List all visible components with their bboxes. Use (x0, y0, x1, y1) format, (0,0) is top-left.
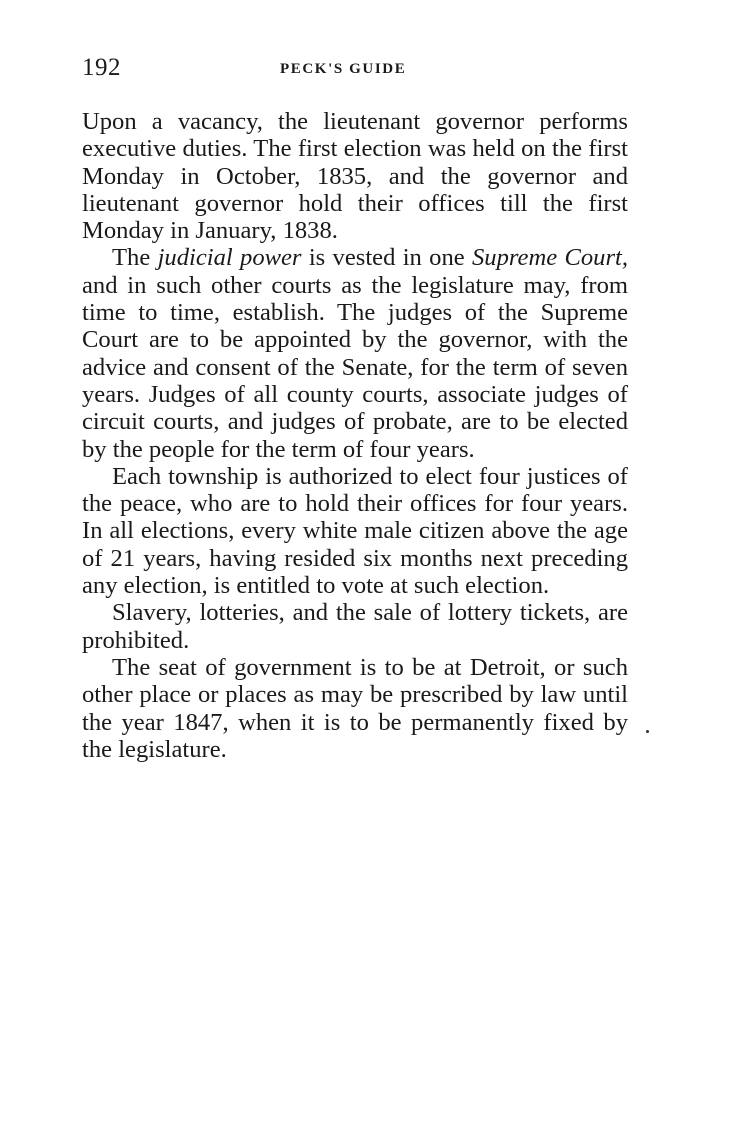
judicial-text-3: and in such other courts as the legislature may, from time to time, establish. The judges of the Supreme Court are to be appointed by the governor, with the advice and consent of the Senate, for the term of seven years. Judges of all county courts, associate judges of circuit courts, and judges of probate, are to be elected by the people for the term of four years. (82, 271, 628, 463)
body-text (82, 108, 628, 763)
paragraph-seat-of-government: The seat of government is to be at Detroit, or such other place or places as may be prescribed by law until the year 1847, when it is to be permanently fixed by the legislature. (82, 653, 628, 763)
ink-speck (646, 730, 649, 733)
paragraph-vacancy: Upon a vacancy, the lieutenant governor performs executive duties. The first election was held on the first Monday in October, 1835, and the governor and lieutenant governor hold their offices till the first Monday in January, 1838. (82, 108, 628, 245)
running-title: PECK'S GUIDE (280, 61, 407, 77)
book-page (82, 52, 628, 763)
supreme-court-emphasis: Supreme Court, (471, 244, 628, 272)
paragraph-township: Each township is authorized to elect four justices of the peace, who are to hold their offices for four years. In all elections, every white male citizen above the age of 21 years, having resided six months next preceding any election, is entitled to vote at such election. (82, 462, 628, 600)
paragraph-slavery: Slavery, lotteries, and the sale of lottery tickets, are prohibited. (82, 599, 628, 654)
paragraph-judicial-power (82, 244, 628, 462)
judicial-text-2: is vested in one (301, 244, 472, 272)
judicial-text-1: The (112, 244, 158, 272)
judicial-power-emphasis: judicial power (157, 244, 302, 272)
page-header (82, 52, 628, 88)
page-number: 192 (82, 54, 121, 81)
